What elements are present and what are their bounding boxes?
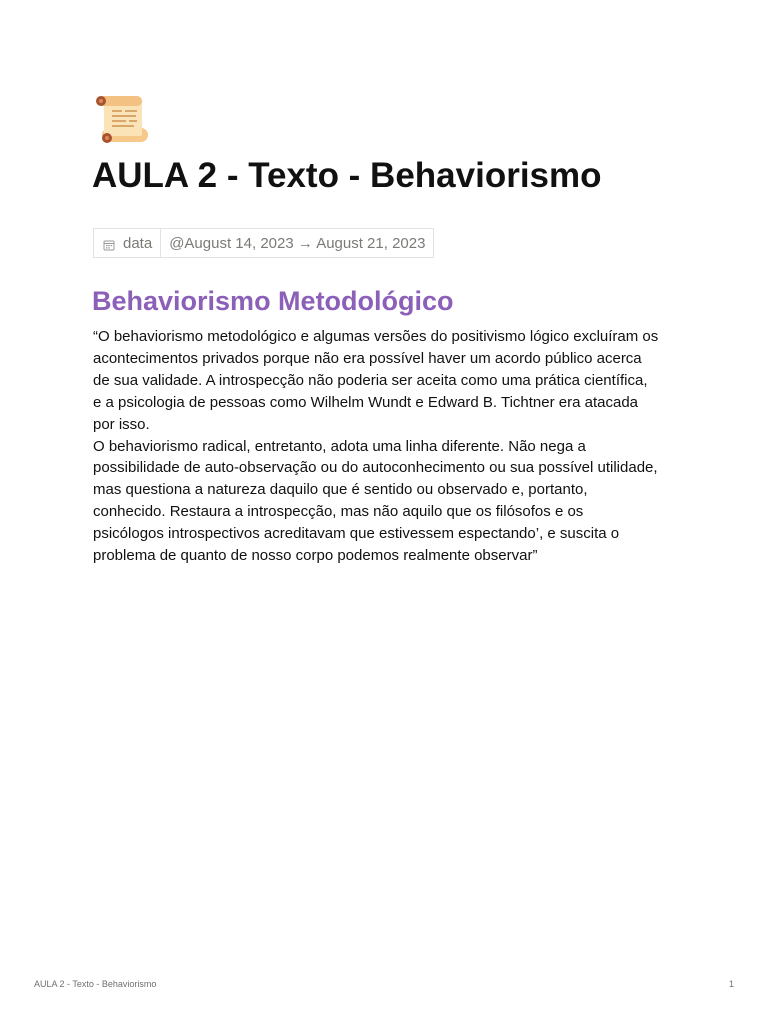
page-number: 1 bbox=[728, 979, 734, 989]
text-line: conhecido. Restaura a introspecção, mas não aquilo que os filósofos e os bbox=[93, 503, 584, 521]
calendar-icon bbox=[103, 238, 115, 250]
text-line: problema de quanto de nosso corpo podemos realmente observar” bbox=[93, 547, 538, 565]
property-name: data bbox=[123, 234, 153, 252]
text-line: mas questiona a natureza daquilo que é sentido ou observado e, portanto, bbox=[93, 481, 588, 499]
property-value: @August 14, 2023 → August 21, 2023 bbox=[169, 234, 426, 252]
text-line: de sua validade. A introspecção não poderia ser aceita como uma prática científica, bbox=[93, 371, 648, 389]
section-heading: Behaviorismo Metodológico bbox=[92, 286, 454, 316]
page-title: AULA 2 - Texto - Behaviorismo bbox=[92, 156, 602, 195]
property-name-cell bbox=[94, 229, 161, 257]
text-line: psicólogos introspectivos acreditavam que estivessem espectando’, e suscita o bbox=[93, 525, 620, 543]
text-line: e a psicologia de pessoas como Wilhelm Wundt e Edward B. Tichtner era atacada bbox=[93, 393, 639, 411]
footer-title: AULA 2 - Texto - Behaviorismo bbox=[34, 979, 157, 989]
text-line: por isso. bbox=[93, 415, 150, 433]
text-line: possibilidade de auto-observação ou do autoconhecimento ou sua possível utilidade, bbox=[93, 459, 658, 477]
text-line: O behaviorismo radical, entretanto, adota uma linha diferente. Não nega a bbox=[93, 437, 586, 455]
body-paragraph bbox=[93, 326, 693, 567]
text-line: “O behaviorismo metodológico e algumas versões do positivismo lógico excluíram os bbox=[93, 328, 659, 345]
scroll-icon bbox=[92, 94, 150, 146]
text-line: acontecimentos privados porque não era possível haver um acordo público acerca bbox=[93, 349, 642, 367]
properties-table bbox=[93, 228, 434, 258]
